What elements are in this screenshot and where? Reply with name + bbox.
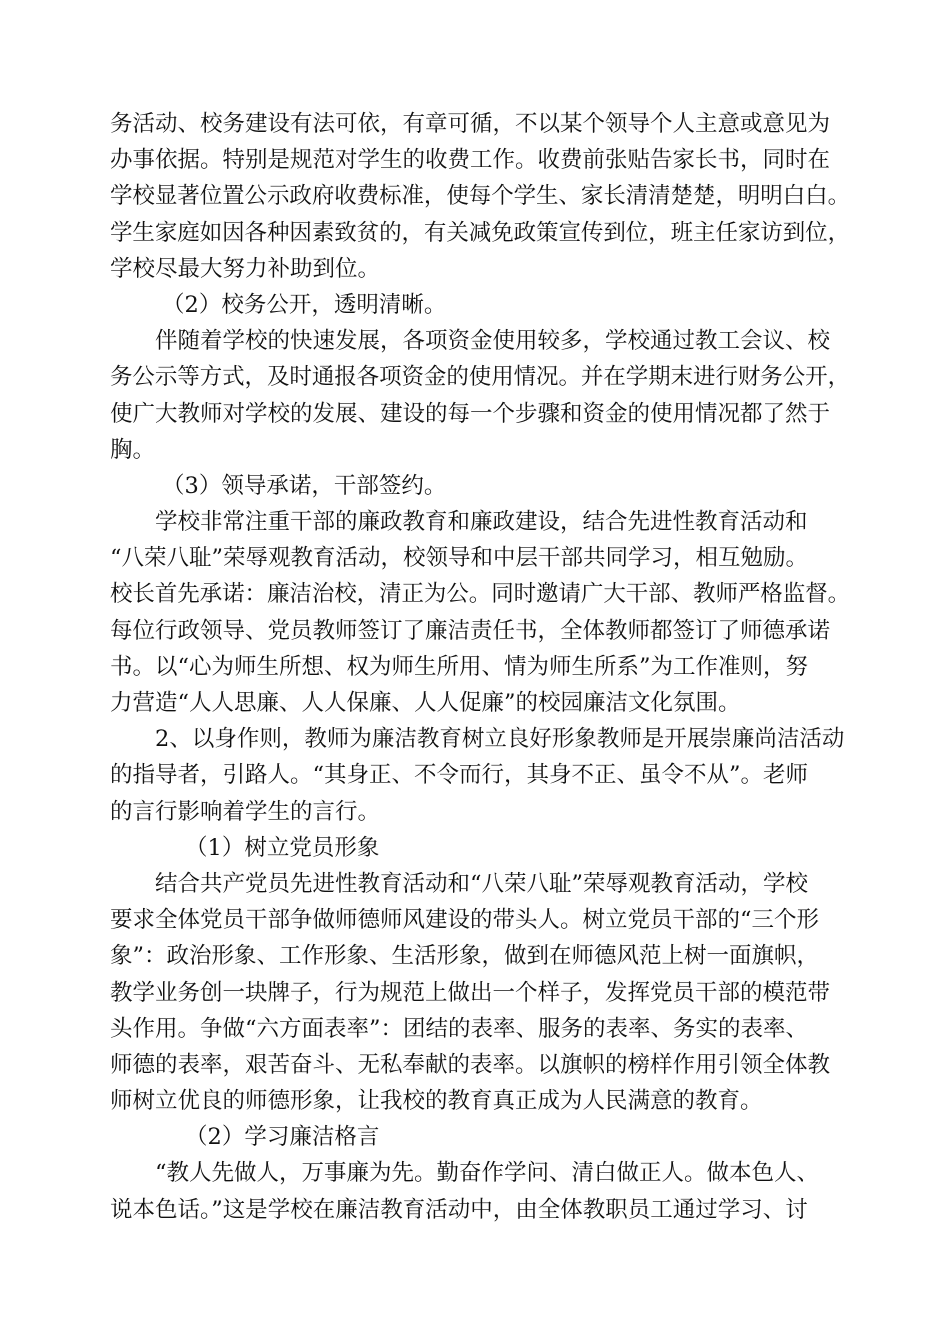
text-line: 学校显著位置公示政府收费标准，使每个学生、家长清清楚楚，明明白白。 <box>110 183 850 210</box>
text-line: 每位行政领导、党员教师签订了廉洁责任书，全体教师都签订了师德承诺 <box>110 617 831 644</box>
text-line: （2）校务公开，透明清晰。 <box>162 291 447 318</box>
text-line: 师德的表率，艰苦奋斗、无私奉献的表率。以旗帜的榜样作用引领全体教 <box>110 1051 831 1078</box>
text-line: 校长首先承诺：廉洁治校，清正为公。同时邀请广大干部、教师严格监督。 <box>110 581 850 608</box>
body-text <box>110 106 850 1228</box>
text-line: 书。以“心为师生所想、权为师生所用、情为师生所系”为工作准则，努 <box>110 653 809 680</box>
text-line: “八荣八耻”荣辱观教育活动，校领导和中层干部共同学习，相互勉励。 <box>110 545 809 572</box>
text-line: 的言行影响着学生的言行。 <box>110 798 381 825</box>
text-line: 胸。 <box>110 436 156 463</box>
text-line: 力营造“人人思廉、人人保廉、人人促廉”的校园廉洁文化氛围。 <box>110 690 741 716</box>
text-line: 结合共产党员先进性教育活动和“八荣八耻”荣辱观教育活动，学校 <box>155 870 809 897</box>
text-line: 学生家庭如因各种因素致贫的，有关减免政策宣传到位，班主任家访到位， <box>110 219 850 246</box>
text-line: 伴随着学校的快速发展，各项资金使用较多，学校通过教工会议、校 <box>155 328 831 355</box>
text-line: 的指导者，引路人。“其身正、不令而行，其身不正、虽令不从”。老师 <box>110 762 809 789</box>
text-line: 学校尽最大努力补助到位。 <box>110 255 381 282</box>
text-line: 2、以身作则，教师为廉洁教育树立良好形象教师是开展崇廉尚洁活动 <box>155 726 845 753</box>
text-line: 说本色话。”这是学校在廉洁教育活动中，由全体教职员工通过学习、讨 <box>110 1196 808 1223</box>
text-line: 象”：政治形象、工作形象、生活形象，做到在师德风范上树一面旗帜， <box>110 943 820 970</box>
text-line: 务公示等方式，及时通报各项资金的使用情况。并在学期末进行财务公开， <box>110 364 850 391</box>
text-line: “教人先做人，万事廉为先。勤奋作学问、清白做正人。做本色人、 <box>155 1160 820 1187</box>
text-line: 师树立优良的师德形象，让我校的教育真正成为人民满意的教育。 <box>110 1088 763 1115</box>
text-line: （1）树立党员形象 <box>185 834 380 861</box>
text-line: （2）学习廉洁格言 <box>185 1124 380 1151</box>
text-line: （3）领导承诺，干部签约。 <box>162 472 447 499</box>
text-line: 学校非常注重干部的廉政教育和廉政建设，结合先进性教育活动和 <box>155 509 808 536</box>
text-line: 教学业务创一块牌子，行为规范上做出一个样子，发挥党员干部的模范带 <box>110 979 831 1006</box>
text-line: 要求全体党员干部争做师德师风建设的带头人。树立党员干部的“三个形 <box>110 907 820 934</box>
text-line: 头作用。争做“六方面表率”：团结的表率、服务的表率、务实的表率、 <box>110 1015 809 1042</box>
text-line: 办事依据。特别是规范对学生的收费工作。收费前张贴告家长书，同时在 <box>110 147 831 174</box>
text-line: 务活动、校务建设有法可依，有章可循，不以某个领导个人主意或意见为 <box>110 111 831 137</box>
text-line: 使广大教师对学校的发展、建设的每一个步骤和资金的使用情况都了然于 <box>110 400 831 427</box>
